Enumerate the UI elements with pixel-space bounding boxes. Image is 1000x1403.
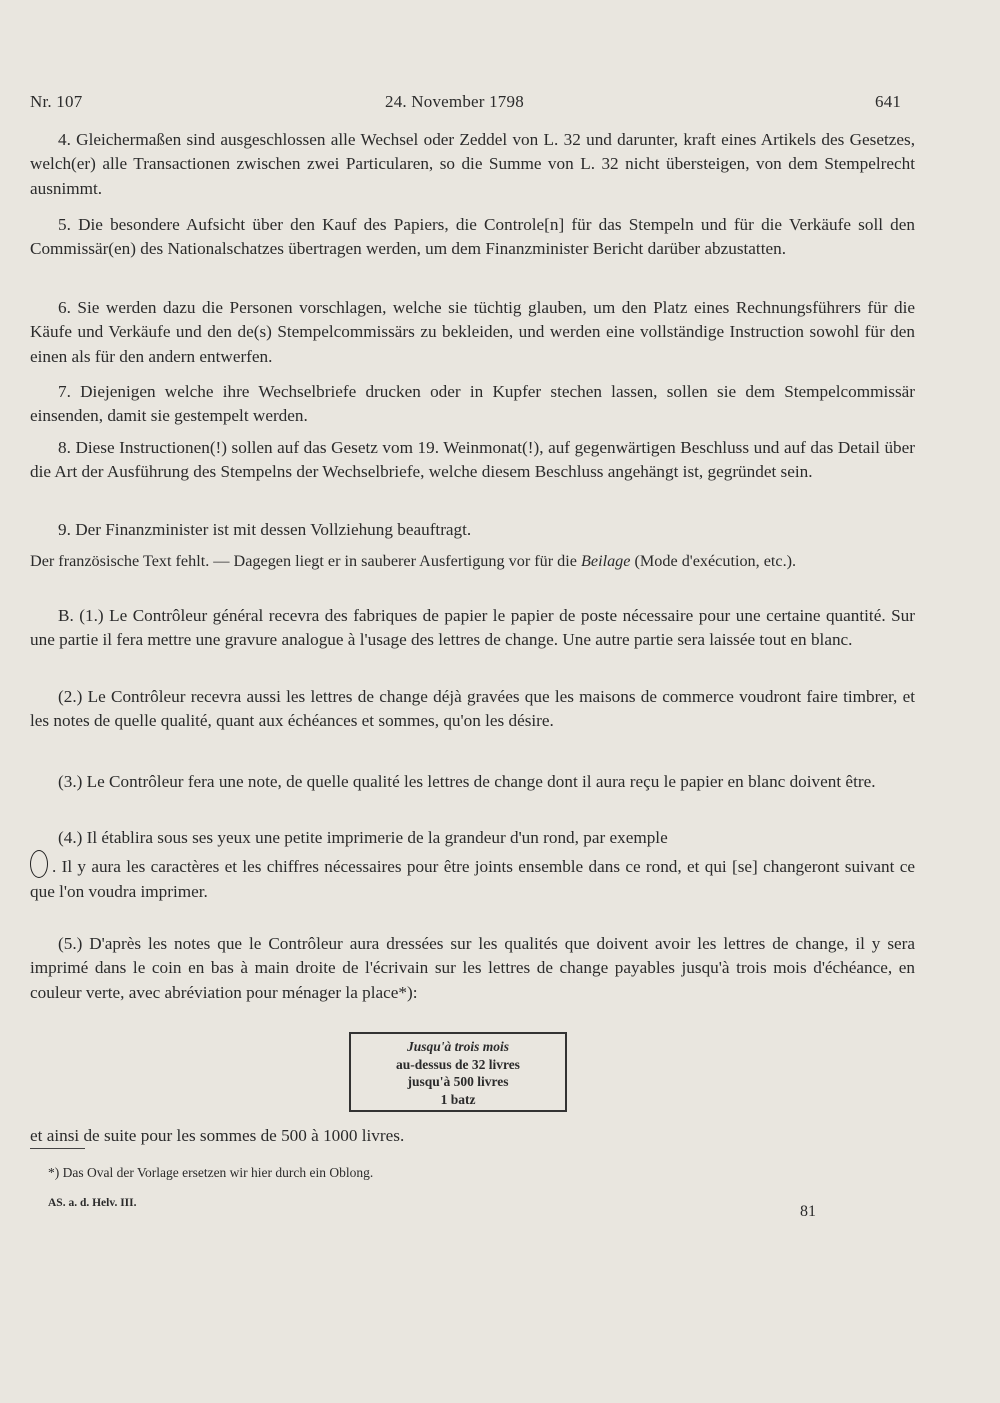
editorial-note bbox=[30, 550, 915, 573]
french-paragraph-5 bbox=[30, 932, 915, 1005]
footnote-divider bbox=[30, 1148, 85, 1149]
note-text: Der französische Text fehlt. — Dagegen liegt er in sauberer Ausfertigung vor für die bbox=[30, 552, 581, 570]
paragraph-text: (3.) Le Contrôleur fera une note, de quelle qualité les lettres de change dont il aura reçu le papier en blanc doivent être. bbox=[58, 772, 876, 791]
document-number: Nr. 107 bbox=[30, 92, 83, 111]
french-paragraph-3 bbox=[30, 770, 915, 794]
paragraph-text: B. (1.) Le Contrôleur général recevra des fabriques de papier le papier de poste nécessaire pour une certaine quantité. Sur une partie il fera mettre une gravure analogue à l'usage des lettres de change. Une autre partie sera laissée tout en blanc. bbox=[30, 606, 915, 650]
paragraph-text: (5.) D'après les notes que le Contrôleur aura dressées sur les qualités que doivent avoir les lettres de change, il y sera imprimé dans le coin en bas à main droite de l'écrivain sur les lettres de change payables jusqu'à trois mois d'échéance, en couleur verte, avec abréviation pour ménager la place*): bbox=[30, 934, 915, 1002]
paragraph-text-cont: . Il y aura les caractères et les chiffres nécessaires pour être joints ensemble dans ce rond, et qui [se] changeront suivant ce que l'on voudra imprimer. bbox=[30, 857, 915, 901]
paragraph-text: 5. Die besondere Aufsicht über den Kauf des Papiers, die Controle[n] für das Stempeln und für die Verkäufe soll den Commissär(en) des Nationalschatzes übertragen werden, um dem Finanzminister Bericht darüber abzustatten. bbox=[30, 215, 915, 259]
french-paragraph-4 bbox=[30, 826, 915, 904]
footnote: *) Das Oval der Vorlage ersetzen wir hier durch ein Oblong. bbox=[48, 1165, 374, 1180]
paragraph-7 bbox=[30, 380, 915, 429]
paragraph-text: 7. Diejenigen welche ihre Wechselbriefe drucken oder in Kupfer stechen lassen, sollen sie dem Stempelcommissär einsenden, damit sie gestempelt werden. bbox=[30, 382, 915, 426]
stamp-example-box bbox=[349, 1032, 567, 1112]
sheet-number: 81 bbox=[800, 1203, 816, 1220]
box-line-4: 1 batz bbox=[440, 1091, 476, 1107]
paragraph-text: 6. Sie werden dazu die Personen vorschlagen, welche sie tüchtig glauben, um den Platz eines Rechnungsführers für die Käufe und Verkäufe und den de(s) Stempelcommissärs zu bekleiden, und werden eine vollständige Instruction sowohl für den einen als für den andern entwerfen. bbox=[30, 298, 915, 366]
french-paragraph-2 bbox=[30, 685, 915, 734]
document-date: 24. November 1798 bbox=[385, 92, 524, 111]
box-line-2: au-dessus de 32 livres bbox=[396, 1056, 520, 1072]
paragraph-text: 9. Der Finanzminister ist mit dessen Vollziehung beauftragt. bbox=[58, 520, 472, 539]
paragraph-text: 4. Gleichermaßen sind ausgeschlossen alle Wechsel oder Zeddel von L. 32 und darunter, kraft eines Artikels des Gesetzes, welch(er) alle Transactionen zwischen zwei Particularen, so die Summe von L. 32 nicht übersteigen, von dem Stempelrecht ausnimmt. bbox=[30, 130, 915, 198]
oval-symbol-icon bbox=[30, 850, 48, 878]
closing-line: et ainsi de suite pour les sommes de 500 à 1000 livres. bbox=[30, 1126, 405, 1145]
paragraph-text: 8. Diese Instructionen(!) sollen auf das Gesetz vom 19. Weinmonat(!), auf gegenwärtigen Beschluss und auf das Detail über die Art der Ausführung des Stempelns der Wechselbriefe, welche diesem Beschluss angehängt ist, gegründet sein. bbox=[30, 438, 915, 482]
box-line-1: Jusqu'à trois mois bbox=[406, 1039, 510, 1054]
box-line-3: jusqu'à 500 livres bbox=[407, 1074, 509, 1089]
paragraph-6 bbox=[30, 296, 915, 369]
paragraph-text: (2.) Le Contrôleur recevra aussi les lettres de change déjà gravées que les maisons de commerce voudront faire timbrer, et les notes de quelle qualité, quant aux échéances et sommes, qu'on les désire. bbox=[30, 687, 915, 731]
french-paragraph-1 bbox=[30, 604, 915, 653]
paragraph-4 bbox=[30, 128, 915, 201]
paragraph-9 bbox=[30, 518, 915, 542]
note-text-end: (Mode d'exécution, etc.). bbox=[630, 552, 797, 570]
page-number: 641 bbox=[875, 92, 902, 111]
note-italic: Beilage bbox=[581, 552, 631, 570]
paragraph-8 bbox=[30, 436, 915, 485]
paragraph-5 bbox=[30, 213, 915, 262]
source-reference: AS. a. d. Helv. III. bbox=[48, 1197, 137, 1209]
paragraph-text: (4.) Il établira sous ses yeux une petite imprimerie de la grandeur d'un rond, par exemple bbox=[58, 828, 668, 847]
